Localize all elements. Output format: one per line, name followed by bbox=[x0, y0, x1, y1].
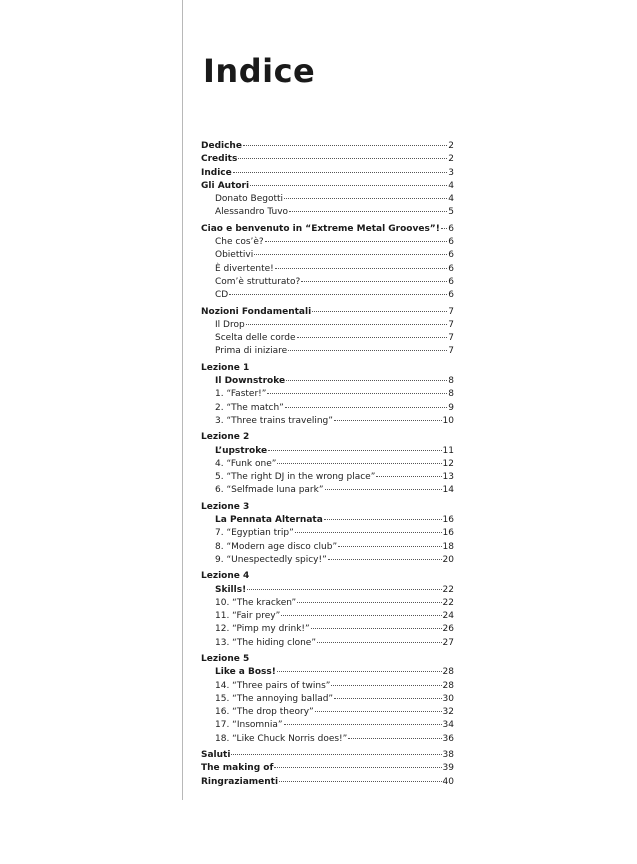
toc-entry-page: 2 bbox=[448, 154, 454, 165]
toc-entry bbox=[201, 236, 454, 249]
toc-entry-page: 14 bbox=[442, 485, 454, 496]
toc-entry-page: 7 bbox=[448, 319, 454, 330]
leader-dots bbox=[250, 185, 447, 186]
leader-dots bbox=[376, 476, 441, 477]
leader-dots bbox=[246, 324, 448, 325]
leader-dots bbox=[233, 172, 448, 173]
toc-entry-label: 16. “The drop theory” bbox=[215, 707, 314, 718]
toc-entry-page: 10 bbox=[442, 415, 454, 426]
leader-dots bbox=[281, 615, 441, 616]
toc-entry bbox=[201, 680, 454, 693]
toc-entry bbox=[201, 415, 454, 428]
toc-entry bbox=[201, 458, 454, 471]
toc-entry-page: 5 bbox=[448, 207, 454, 218]
toc-entry-page: 8 bbox=[448, 389, 454, 400]
toc-entry-label: Scelta delle corde bbox=[215, 333, 296, 344]
toc-entry bbox=[201, 319, 454, 332]
toc-entry-label: 14. “Three pairs of twins” bbox=[215, 680, 331, 691]
toc-entry-label: Il Drop bbox=[215, 319, 245, 330]
leader-dots bbox=[317, 642, 442, 643]
toc-entry-label: The making of bbox=[201, 763, 274, 774]
toc-entry bbox=[201, 249, 454, 262]
toc-entry-label: 9. “Unespectedly spicy!” bbox=[215, 554, 327, 565]
leader-dots bbox=[267, 393, 447, 394]
toc-entry bbox=[201, 637, 454, 650]
toc-entry-label: La Pennata Alternata bbox=[215, 515, 323, 526]
toc-entry bbox=[201, 584, 454, 597]
leader-dots bbox=[328, 559, 442, 560]
toc-entry bbox=[201, 402, 454, 415]
leader-dots bbox=[334, 698, 441, 699]
toc-entry bbox=[201, 223, 454, 236]
toc-entry-page: 4 bbox=[448, 194, 454, 205]
toc-entry-page: 32 bbox=[442, 707, 454, 718]
leader-dots bbox=[284, 198, 447, 199]
toc-entry bbox=[201, 388, 454, 401]
toc-entry-page: 6 bbox=[448, 237, 454, 248]
leader-dots bbox=[277, 671, 442, 672]
toc-entry-label: CD bbox=[215, 290, 229, 301]
toc-entry bbox=[201, 153, 454, 166]
leader-dots bbox=[289, 211, 447, 212]
leader-dots bbox=[275, 268, 447, 269]
leader-dots bbox=[441, 228, 447, 229]
toc-entry bbox=[201, 541, 454, 554]
toc-entry bbox=[201, 306, 454, 319]
toc-entry-label: È divertente! bbox=[215, 263, 274, 274]
leader-dots bbox=[312, 311, 447, 312]
toc-entry bbox=[201, 140, 454, 153]
toc-entry-page: 7 bbox=[448, 333, 454, 344]
toc-entry bbox=[201, 554, 454, 567]
leader-dots bbox=[238, 158, 447, 159]
toc-entry bbox=[201, 706, 454, 719]
toc-entry-page: 6 bbox=[448, 276, 454, 287]
table-of-contents bbox=[201, 140, 454, 789]
toc-entry-label: 7. “Egyptian trip” bbox=[215, 528, 294, 539]
leader-dots bbox=[288, 350, 447, 351]
toc-entry bbox=[201, 193, 454, 206]
toc-entry-page: 28 bbox=[442, 667, 454, 678]
leader-dots bbox=[277, 463, 441, 464]
toc-entry-page: 18 bbox=[442, 541, 454, 552]
leader-dots bbox=[279, 781, 441, 782]
toc-entry-label: Saluti bbox=[201, 750, 231, 761]
toc-entry-label: 11. “Fair prey” bbox=[215, 611, 281, 622]
toc-entry bbox=[201, 570, 454, 583]
toc-entry-label: 15. “The annoying ballad” bbox=[215, 693, 334, 704]
toc-entry-label: 1. “Faster!” bbox=[215, 389, 267, 400]
toc-entry bbox=[201, 206, 454, 219]
leader-dots bbox=[274, 767, 441, 768]
toc-entry bbox=[201, 733, 454, 746]
toc-entry-label: 17. “Insomnia” bbox=[215, 720, 283, 731]
leader-dots bbox=[231, 754, 441, 755]
toc-entry-page: 36 bbox=[442, 733, 454, 744]
toc-entry bbox=[201, 623, 454, 636]
leader-dots bbox=[297, 337, 448, 338]
toc-entry bbox=[201, 776, 454, 789]
toc-entry bbox=[201, 375, 454, 388]
toc-entry-page: 27 bbox=[442, 637, 454, 648]
toc-entry bbox=[201, 762, 454, 775]
leader-dots bbox=[311, 628, 442, 629]
toc-entry bbox=[201, 471, 454, 484]
toc-entry-page: 2 bbox=[448, 141, 454, 151]
toc-entry bbox=[201, 484, 454, 497]
toc-entry-page: 9 bbox=[448, 402, 454, 413]
toc-entry-page: 7 bbox=[448, 306, 454, 317]
toc-entry bbox=[201, 719, 454, 732]
toc-entry-page: 4 bbox=[448, 180, 454, 191]
margin-rule bbox=[182, 0, 183, 800]
toc-entry-page: 6 bbox=[448, 290, 454, 301]
leader-dots bbox=[295, 532, 442, 533]
toc-entry-page: 6 bbox=[448, 223, 454, 234]
toc-entry-label: Com’è strutturato? bbox=[215, 276, 301, 287]
toc-entry bbox=[201, 749, 454, 762]
toc-entry-page: 22 bbox=[442, 597, 454, 608]
toc-entry-page: 28 bbox=[442, 680, 454, 691]
toc-entry bbox=[201, 431, 454, 444]
toc-entry-page: 6 bbox=[448, 263, 454, 274]
toc-entry-label: 3. “Three trains traveling” bbox=[215, 415, 333, 426]
toc-entry-label: Credits bbox=[201, 154, 238, 165]
toc-entry bbox=[201, 597, 454, 610]
toc-entry-label: Che cos’è? bbox=[215, 237, 264, 248]
toc-entry-label: Dediche bbox=[201, 141, 242, 151]
toc-entry bbox=[201, 514, 454, 527]
toc-entry-page: 16 bbox=[442, 528, 454, 539]
toc-entry-label: Lezione 5 bbox=[201, 653, 250, 664]
toc-entry-page: 26 bbox=[442, 624, 454, 635]
toc-entry-page: 38 bbox=[442, 750, 454, 761]
leader-dots bbox=[285, 407, 447, 408]
toc-entry-label: 13. “The hiding clone” bbox=[215, 637, 316, 648]
leader-dots bbox=[265, 241, 448, 242]
toc-entry-page: 6 bbox=[448, 250, 454, 261]
toc-entry-label: Prima di iniziare bbox=[215, 346, 288, 357]
toc-entry bbox=[201, 345, 454, 358]
toc-entry-page: 16 bbox=[442, 515, 454, 526]
toc-entry-page: 11 bbox=[442, 445, 454, 456]
toc-entry-page: 3 bbox=[448, 167, 454, 178]
toc-entry-page: 30 bbox=[442, 693, 454, 704]
toc-entry bbox=[201, 289, 454, 302]
leader-dots bbox=[324, 519, 442, 520]
leader-dots bbox=[334, 420, 442, 421]
leader-dots bbox=[325, 489, 442, 490]
toc-entry-label: 10. “The kracken” bbox=[215, 597, 297, 608]
toc-entry-label: Lezione 3 bbox=[201, 501, 250, 512]
toc-entry-label: 12. “Pimp my drink!” bbox=[215, 624, 310, 635]
toc-entry bbox=[201, 167, 454, 180]
toc-entry-page: 40 bbox=[442, 776, 454, 787]
toc-entry bbox=[201, 263, 454, 276]
toc-entry-page: 22 bbox=[442, 584, 454, 595]
toc-entry bbox=[201, 527, 454, 540]
toc-entry-label: Il Downstroke bbox=[215, 376, 286, 387]
toc-entry-page: 8 bbox=[448, 376, 454, 387]
toc-entry bbox=[201, 653, 454, 666]
toc-entry-page: 7 bbox=[448, 346, 454, 357]
leader-dots bbox=[243, 145, 447, 146]
leader-dots bbox=[315, 711, 442, 712]
toc-entry-page: 39 bbox=[442, 763, 454, 774]
toc-entry-label: 8. “Modern age disco club” bbox=[215, 541, 338, 552]
toc-entry bbox=[201, 332, 454, 345]
leader-dots bbox=[229, 294, 447, 295]
leader-dots bbox=[301, 281, 447, 282]
toc-entry-label: Indice bbox=[201, 167, 232, 178]
toc-entry-label: Obiettivi bbox=[215, 250, 254, 261]
toc-entry-label: L’upstroke bbox=[215, 445, 268, 456]
leader-dots bbox=[254, 254, 447, 255]
toc-entry-label: Like a Boss! bbox=[215, 667, 276, 678]
toc-entry bbox=[201, 362, 454, 375]
toc-entry bbox=[201, 666, 454, 679]
toc-entry-label: 18. “Like Chuck Norris does!” bbox=[215, 733, 348, 744]
toc-entry-label: Skills! bbox=[215, 584, 247, 595]
leader-dots bbox=[268, 450, 441, 451]
toc-entry bbox=[201, 180, 454, 193]
toc-entry-page: 34 bbox=[442, 720, 454, 731]
leader-dots bbox=[284, 724, 442, 725]
toc-entry-label: Lezione 4 bbox=[201, 571, 250, 582]
toc-entry-label: Lezione 1 bbox=[201, 362, 250, 373]
toc-entry-label: Lezione 2 bbox=[201, 432, 250, 443]
toc-entry-label: Ringraziamenti bbox=[201, 776, 279, 787]
toc-entry-label: Alessandro Tuvo bbox=[215, 207, 289, 218]
page-title: Indice bbox=[203, 52, 316, 90]
toc-entry bbox=[201, 445, 454, 458]
toc-entry-label: 4. “Funk one” bbox=[215, 458, 277, 469]
toc-entry-label: Gli Autori bbox=[201, 180, 250, 191]
leader-dots bbox=[348, 738, 441, 739]
toc-entry-page: 24 bbox=[442, 611, 454, 622]
leader-dots bbox=[286, 380, 447, 381]
toc-entry bbox=[201, 610, 454, 623]
toc-entry-label: 6. “Selfmade luna park” bbox=[215, 485, 324, 496]
toc-entry bbox=[201, 693, 454, 706]
leader-dots bbox=[247, 589, 441, 590]
toc-entry-label: Donato Begotti bbox=[215, 194, 284, 205]
toc-entry-label: Nozioni Fondamentali bbox=[201, 306, 312, 317]
toc-entry bbox=[201, 276, 454, 289]
toc-entry-page: 13 bbox=[442, 472, 454, 483]
toc-entry bbox=[201, 501, 454, 514]
toc-entry-label: 5. “The right DJ in the wrong place” bbox=[215, 472, 376, 483]
toc-entry-page: 12 bbox=[442, 458, 454, 469]
toc-entry-page: 20 bbox=[442, 554, 454, 565]
toc-entry-label: 2. “The match” bbox=[215, 402, 284, 413]
leader-dots bbox=[331, 685, 441, 686]
leader-dots bbox=[338, 546, 441, 547]
leader-dots bbox=[297, 602, 441, 603]
toc-entry-label: Ciao e benvenuto in “Extreme Metal Grooves”! bbox=[201, 223, 440, 234]
